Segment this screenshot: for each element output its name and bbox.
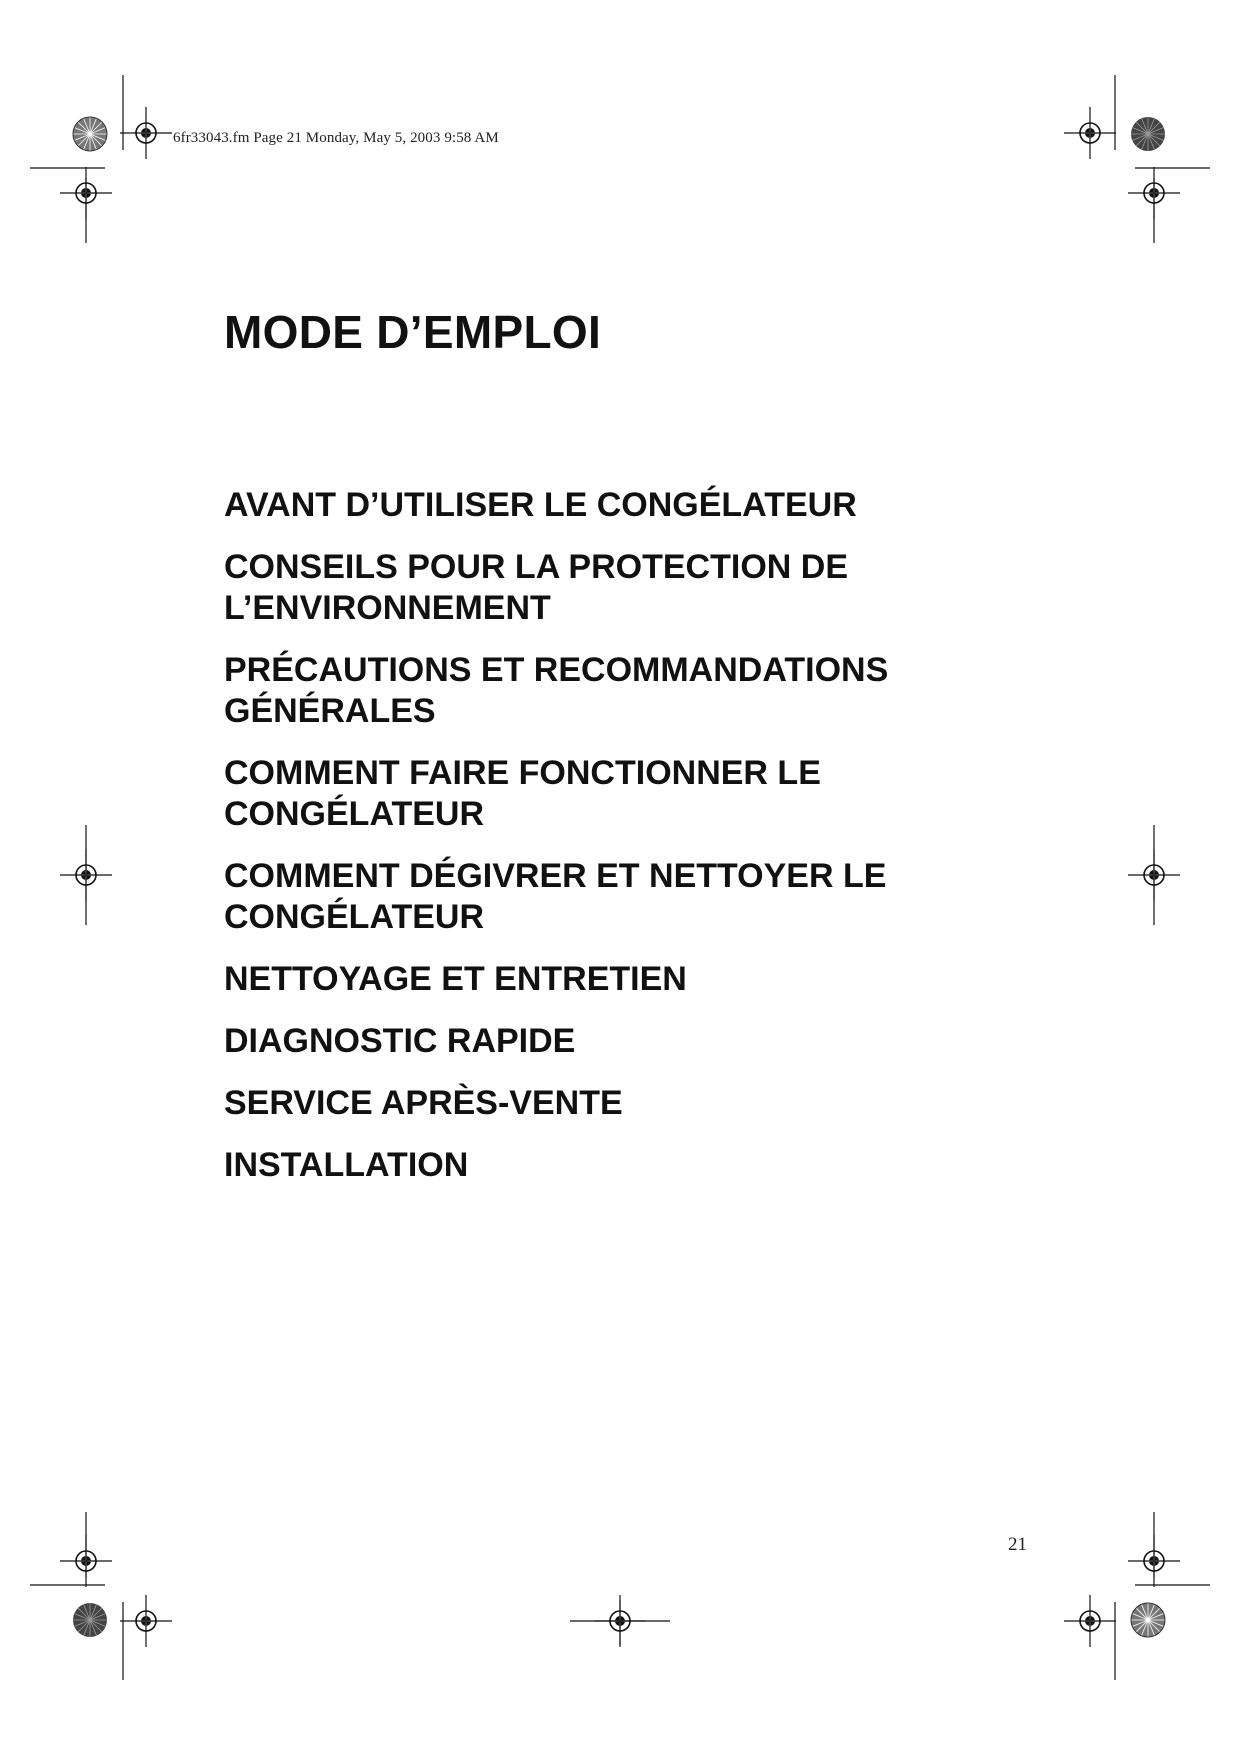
toc-item-conseils-environnement[interactable]: CONSEILS POUR LA PROTECTION DE L’ENVIRONNEMENT <box>224 548 849 627</box>
toc-item-diagnostic[interactable]: DIAGNOSTIC RAPIDE <box>224 1022 576 1060</box>
registration-mark-icon <box>60 849 112 901</box>
toc-item-precautions[interactable]: PRÉCAUTIONS ET RECOMMANDATIONS GÉNÉRALES <box>224 651 889 730</box>
page-title: MODE D’EMPLOI <box>224 306 602 358</box>
registration-mark-icon <box>1064 107 1116 159</box>
toc-item-installation[interactable]: INSTALLATION <box>224 1146 469 1184</box>
registration-mark-icon <box>1064 1595 1116 1647</box>
color-bar-icon <box>73 1603 107 1637</box>
toc-item-fonctionner[interactable]: COMMENT FAIRE FONCTIONNER LE CONGÉLATEUR <box>224 754 821 833</box>
registration-mark-icon <box>120 1595 172 1647</box>
registration-mark-icon <box>60 1535 112 1587</box>
page-number: 21 <box>1008 1534 1027 1555</box>
registration-mark-icon <box>120 107 172 159</box>
color-bar-icon <box>1131 1603 1165 1637</box>
registration-mark-icon <box>1128 1535 1180 1587</box>
registration-mark-icon <box>60 167 112 219</box>
toc-item-nettoyage-entretien[interactable]: NETTOYAGE ET ENTRETIEN <box>224 960 687 998</box>
table-of-contents <box>224 485 1044 1207</box>
color-bar-icon <box>1131 117 1165 151</box>
registration-mark-icon <box>1128 167 1180 219</box>
registration-mark-icon <box>1128 849 1180 901</box>
file-info-header: 6fr33043.fm Page 21 Monday, May 5, 2003 9:58 AM <box>173 130 499 146</box>
toc-item-degivrer-nettoyer[interactable]: COMMENT DÉGIVRER ET NETTOYER LE CONGÉLATEUR <box>224 857 887 936</box>
color-bar-icon <box>73 117 107 151</box>
toc-item-avant-utiliser[interactable]: AVANT D’UTILISER LE CONGÉLATEUR <box>224 486 857 524</box>
toc-item-service-apres-vente[interactable]: SERVICE APRÈS-VENTE <box>224 1084 623 1122</box>
